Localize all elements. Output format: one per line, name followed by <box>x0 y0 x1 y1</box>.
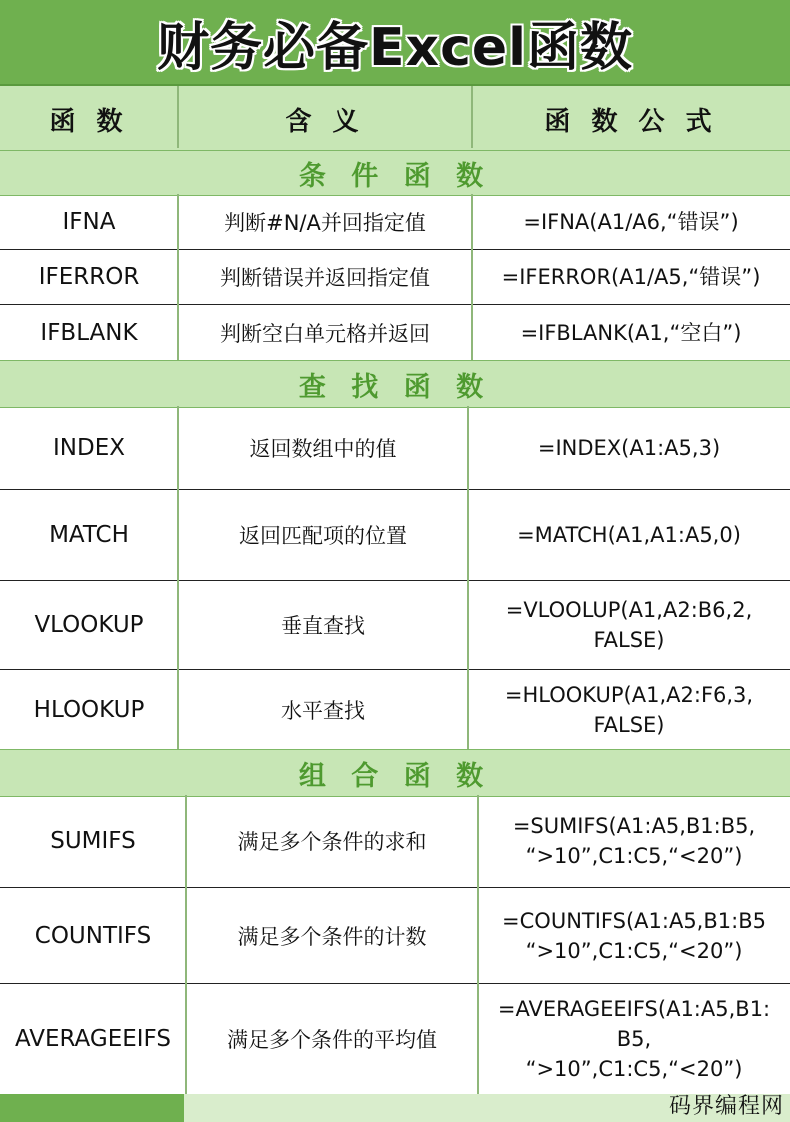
function-meaning: 判断错误并返回指定值 <box>220 266 430 290</box>
function-meaning: 满足多个条件的计数 <box>237 924 427 949</box>
table-row <box>0 250 790 305</box>
table-row <box>0 490 790 581</box>
function-name: IFNA <box>62 208 116 235</box>
function-formula: =IFBLANK(A1,“空白”) <box>520 320 742 345</box>
function-name: IFBLANK <box>40 319 138 346</box>
function-meaning: 满足多个条件的求和 <box>237 830 427 854</box>
section-conditional: 条 件 函 数 <box>0 150 790 196</box>
function-meaning: 垂直查找 <box>281 614 365 638</box>
table-row <box>0 581 790 670</box>
function-formula: =IFNA(A1/A6,“错误”) <box>523 209 739 234</box>
function-formula: =INDEX(A1:A5,3) <box>537 435 721 460</box>
table-row <box>0 406 790 490</box>
page-title: 财务必备Excel函数 <box>157 17 633 78</box>
table-header <box>0 84 790 154</box>
function-meaning: 判断空白单元格并返回 <box>220 321 430 346</box>
section-lookup: 查 找 函 数 <box>0 360 790 408</box>
function-name: IFERROR <box>38 264 140 290</box>
function-formula: =MATCH(A1,A1:A5,0) <box>517 523 741 547</box>
header-meaning: 含 义 <box>285 106 365 137</box>
function-formula: =AVERAGEEIFS(A1:A5,B1: B5, “>10”,C1:C5,“<20”) <box>497 997 771 1081</box>
function-formula: =VLOOLUP(A1,A2:B6,2, FALSE) <box>505 598 753 652</box>
function-name: SUMIFS <box>50 828 136 854</box>
table-row <box>0 888 790 984</box>
function-meaning: 水平查找 <box>281 698 365 723</box>
function-meaning: 满足多个条件的平均值 <box>227 1028 437 1052</box>
watermark: 码界编程网 <box>668 1094 784 1119</box>
function-name: COUNTIFS <box>34 922 152 949</box>
header-function: 函 数 <box>49 106 129 137</box>
function-name: MATCH <box>49 522 129 548</box>
table-row <box>0 984 790 1094</box>
table-row <box>0 305 790 360</box>
function-formula: =IFERROR(A1/A5,“错误”) <box>501 265 761 289</box>
footer-accent <box>0 1094 184 1122</box>
title-banner <box>0 0 790 84</box>
function-meaning: 返回数组中的值 <box>249 436 397 461</box>
function-name: HLOOKUP <box>33 696 145 723</box>
table-row <box>0 670 790 749</box>
function-formula: =SUMIFS(A1:A5,B1:B5, “>10”,C1:C5,“<20”) <box>512 814 756 868</box>
section-combined: 组 合 函 数 <box>0 749 790 797</box>
function-name: VLOOKUP <box>34 612 144 638</box>
table-row <box>0 795 790 888</box>
function-name: INDEX <box>53 434 125 461</box>
function-name: AVERAGEEIFS <box>14 1026 171 1052</box>
header-formula: 函 数 公 式 <box>544 106 718 137</box>
function-formula: =HLOOKUP(A1,A2:F6,3, FALSE) <box>504 682 754 737</box>
function-formula: =COUNTIFS(A1:A5,B1:B5 “>10”,C1:C5,“<20”) <box>502 908 766 963</box>
function-meaning: 判断#N/A并回指定值 <box>224 210 426 235</box>
table-row <box>0 194 790 250</box>
function-meaning: 返回匹配项的位置 <box>239 524 407 548</box>
